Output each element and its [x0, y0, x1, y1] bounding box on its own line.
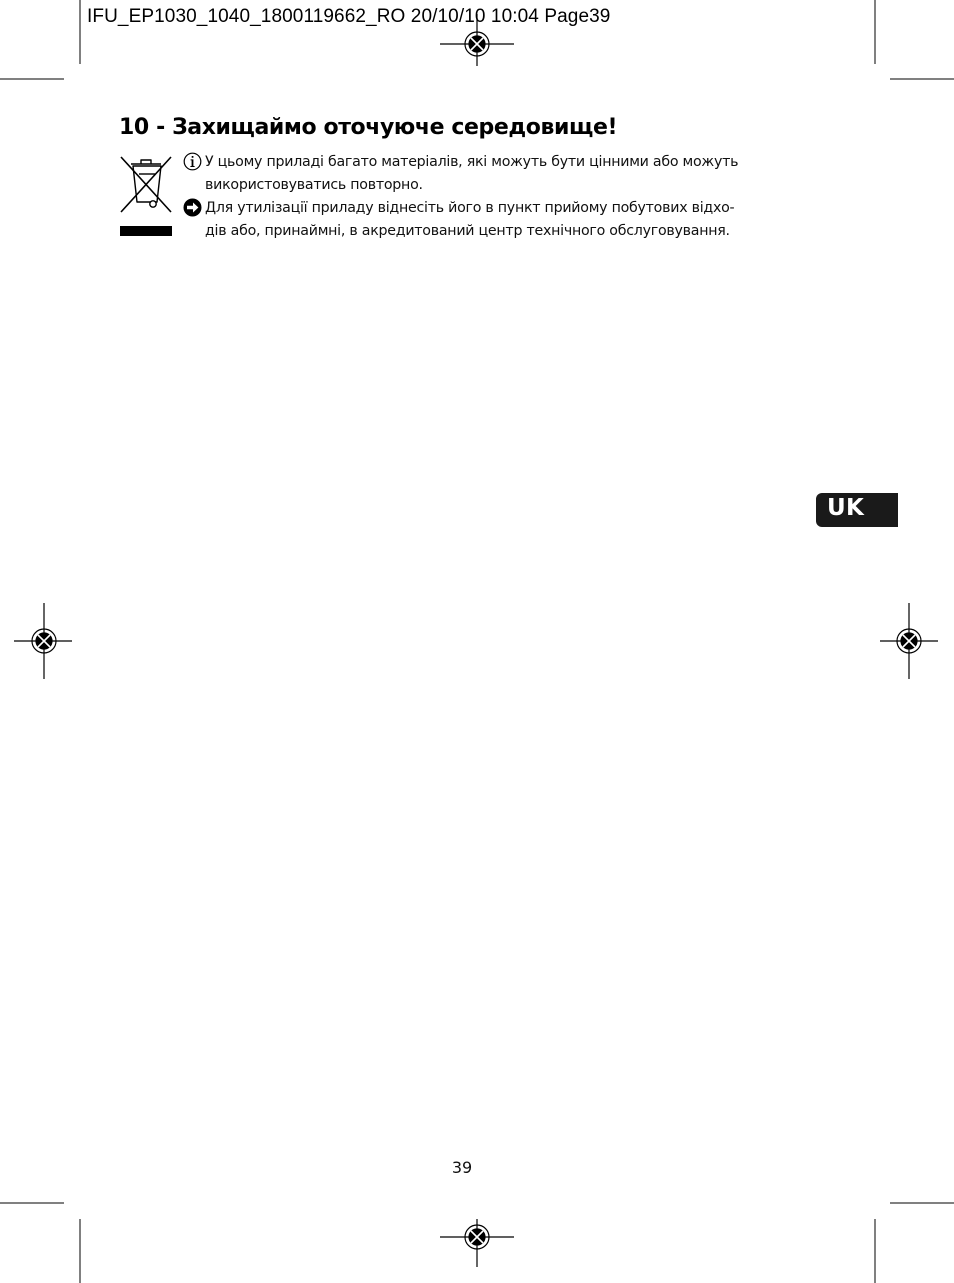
registration-mark-right: [880, 603, 938, 679]
registration-mark-left: [14, 603, 72, 679]
list-item-text: У цьому приладі багато матеріалів, які можуть бути цінними або можуть використовуватись повторно.: [205, 154, 739, 193]
page-number: 39: [451, 1158, 473, 1177]
registration-mark-bottom: [440, 1219, 514, 1267]
section-title: 10 - Захищаймо оточуюче середовище!: [119, 115, 618, 140]
language-tab-label: UK: [827, 495, 865, 521]
info-icon: [183, 152, 202, 171]
list-item: [183, 197, 803, 243]
list-item-text: Для утилізації приладу віднесіть його в пункт прийому побутових відхо- дів або, принаймні, в акредитований центр технічного обслуговування.: [205, 200, 735, 239]
print-slug: IFU_EP1030_1040_1800119662_RO 20/10/10 10:04 Page39: [87, 6, 611, 27]
crossed-out-wheelie-bin-icon: [119, 154, 173, 238]
list-item: [183, 151, 803, 197]
arrow-right-circle-icon: [183, 198, 202, 217]
language-tab: [816, 493, 898, 527]
